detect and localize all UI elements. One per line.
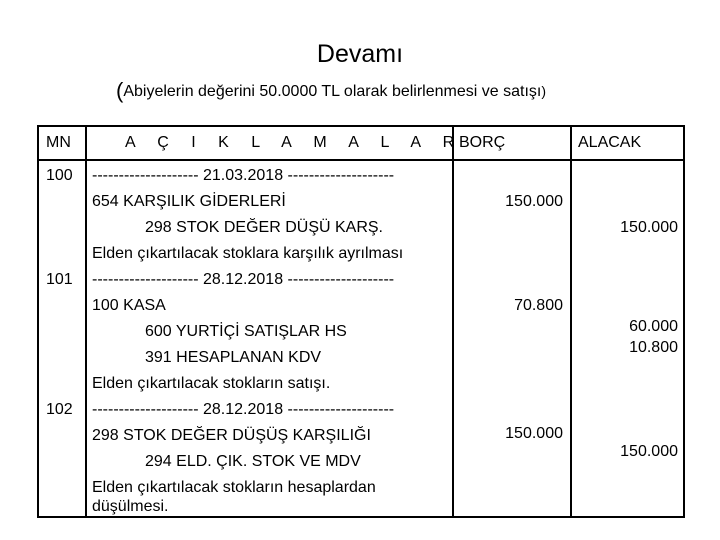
entry-explanation: düşülmesi. — [92, 498, 169, 515]
debit-account: 100 KASA — [92, 297, 166, 314]
credit-account: 294 ELD. ÇIK. STOK VE MDV — [145, 453, 361, 470]
credit-amount: 150.000 — [620, 219, 678, 236]
credit-account: 600 YURTİÇİ SATIŞLAR HS — [145, 323, 347, 340]
header-divider — [39, 159, 683, 161]
credit-amount: 150.000 — [620, 443, 678, 460]
debit-amount: 150.000 — [505, 193, 563, 210]
subtitle-text: Abiyelerin değerini 50.0000 TL olarak belirlenmesi ve satışı — [123, 83, 542, 100]
subtitle-close-paren: ) — [541, 83, 547, 99]
subtitle-open-paren: ( — [116, 78, 124, 103]
debit-amount: 150.000 — [505, 425, 563, 442]
entry-number: 100 — [46, 167, 73, 184]
entry-number: 102 — [46, 401, 73, 418]
journal-table — [37, 125, 685, 518]
debit-account: 298 STOK DEĞER DÜŞÜŞ KARŞILIĞI — [92, 427, 371, 444]
header-alacak: ALACAK — [578, 134, 642, 151]
column-divider-mn — [85, 127, 87, 516]
credit-amount: 10.800 — [629, 339, 678, 356]
entry-date-line: -------------------- 21.03.2018 -------------------- — [92, 167, 395, 184]
entry-explanation: Elden çıkartılacak stokların hesaplardan — [92, 479, 376, 496]
header-borc: BORÇ — [459, 134, 506, 151]
page-subtitle — [116, 78, 546, 104]
column-divider-borc — [570, 127, 572, 516]
debit-account: 654 KARŞILIK GİDERLERİ — [92, 193, 286, 210]
column-divider-accounts — [452, 127, 454, 516]
credit-amount: 60.000 — [629, 318, 678, 335]
entry-explanation: Elden çıkartılacak stoklara karşılık ayrılması — [92, 245, 404, 262]
entry-explanation: Elden çıkartılacak stokların satışı. — [92, 375, 331, 392]
header-mn: MN — [46, 134, 71, 151]
entry-date-line: -------------------- 28.12.2018 -------------------- — [92, 271, 395, 288]
debit-amount: 70.800 — [514, 297, 563, 314]
entry-date-line: -------------------- 28.12.2018 -------------------- — [92, 401, 395, 418]
header-accounts: A Ç I K L A M A L A R — [125, 134, 464, 151]
page-title: Devamı — [316, 40, 404, 68]
credit-account: 298 STOK DEĞER DÜŞÜ KARŞ. — [145, 219, 383, 236]
credit-account: 391 HESAPLANAN KDV — [145, 349, 322, 366]
entry-number: 101 — [46, 271, 73, 288]
